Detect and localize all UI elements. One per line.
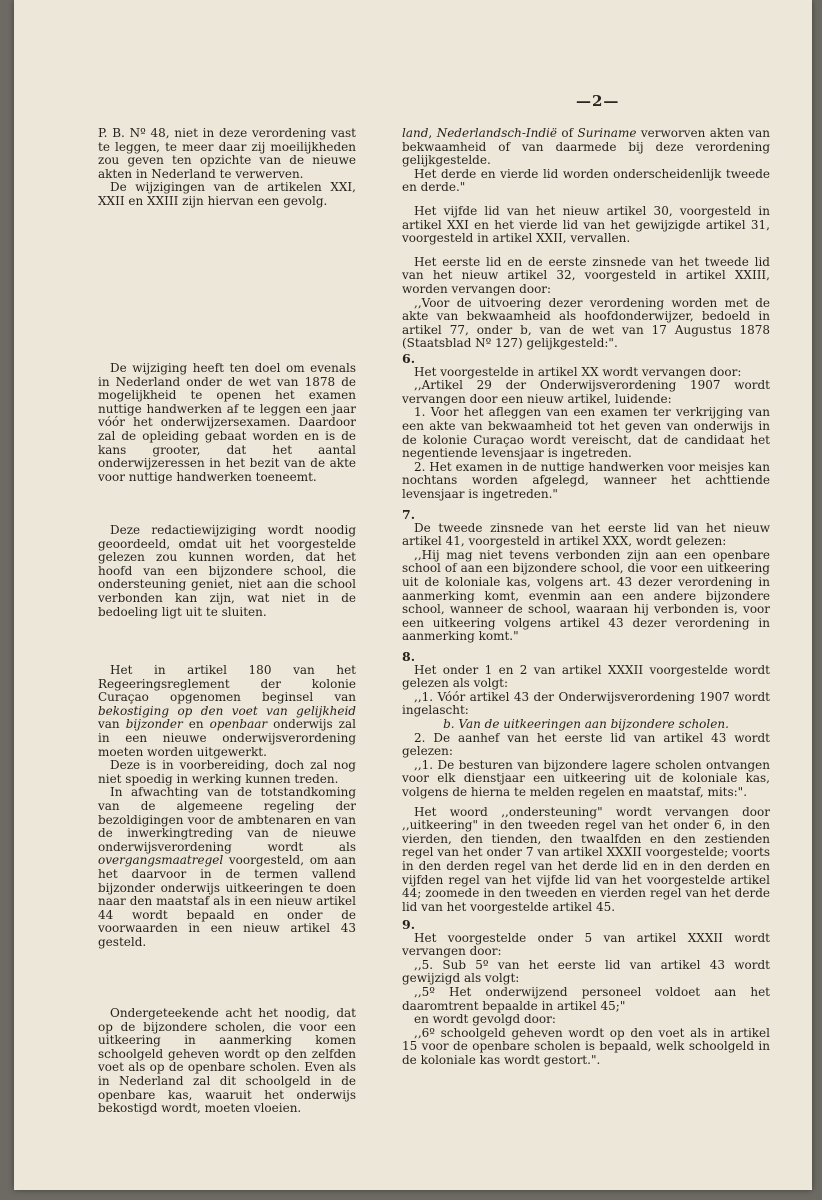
document-page [14, 0, 812, 1190]
eerste-lid-text: Het eerste lid en de eerste zinsnede van het tweede lid van het nieuw artikel 32, voorgesteld in artikel XXIII, worden vervangen door: [402, 254, 770, 296]
amendment-9 [402, 918, 770, 1068]
amendment-6-p2: ,,Artikel 29 der Onderwijsverordening 1907 wordt vervangen door een nieuw artikel, luidende: [402, 378, 770, 406]
amendment-8-p4: 2. De aanhef van het eerste lid van artikel 43 wordt gelezen: [402, 730, 770, 759]
note-wijziging-text: De wijziging heeft ten doel om evenals in Nederland onder de wet van 1878 de mogelijkheid te openen het examen nuttige handwerken af te leggen een jaar vóór het onderwijzersexamen. Daardoor zal de opleiding gebaat worden en is de kans grooter, dat het aantal onderwijzeressen in het bezit van de akte voor nuttige handwerken toeneemt. [98, 361, 356, 484]
amendment-8-p2: ,,1. Vóór artikel 43 der Onderwijsverordening 1907 wordt ingelascht: [402, 689, 770, 718]
note-redactie [98, 524, 356, 619]
amendment-9-p3: ,,5º Het onderwijzend personeel voldoet aan het daaromtrent bepaalde in artikel 45;" [402, 984, 770, 1013]
amendment-7-number: 7. [402, 507, 416, 522]
note-artikel-180 [98, 664, 356, 949]
amendment-8-number: 8. [402, 649, 416, 664]
amendment-8-p6: Het woord ,,ondersteuning" wordt vervangen door ,,uitkeering" in den tweeden regel van het onder 6, in den vierden, den tienden, den twaalfden en den zestienden regel van het onder 7 van artikel XXXII voorgestelde; voorts in den derden regel van het derde lid en in den derden en vijfden regel van het vijfde lid van het voorgestelde artikel 44; zoomede in den tweeden en vierden regel van het derde lid van het voorgestelde artikel 45. [402, 804, 770, 914]
amendment-6-number: 6. [402, 351, 416, 366]
amendment-6 [402, 352, 770, 502]
amendment-6-p4: 2. Het examen in de nuttige handwerken voor meisjes kan nochtans worden afgelegd, wanneer het achttiende levensjaar is ingetreden." [402, 459, 770, 501]
amendment-6-p3: 1. Voor het afleggen van een examen ter verkrijging van een akte van bekwaamheid tot het geven van onderwijs in de kolonie Curaçao wordt vereischt, dat de candidaat het negentiende levensjaar is ingetreden. [402, 405, 770, 461]
quote-uitvoering: ,,Voor de uitvoering dezer verordening worden met de akte van bekwaamheid als hoofdonderwijzer, bedoeld in artikel 77, onder b, van de wet van 17 Augustus 1878 (Staatsblad Nº 127) gelijkgesteld:". [402, 295, 770, 351]
note-artikel-180-text: Het in artikel 180 van het Regeeringsreglement der kolonie Curaçao opgenomen beginsel van bekostiging op den voet van gelijkheid van bijzonder en openbaar onderwijs zal in een nieuwe onderwijsverordening moeten worden uitgewerkt. [98, 663, 356, 759]
note-pb48-text-2: De wijzigingen van de artikelen XXI, XXII en XXIII zijn hiervan een gevolg. [98, 180, 356, 208]
amendment-8 [402, 650, 770, 914]
amendment-9-p1: Het voorgestelde onder 5 van artikel XXXII wordt vervangen door: [402, 930, 770, 959]
note-pb48 [98, 127, 356, 209]
amendment-continuation [402, 127, 770, 351]
note-artikel-180-text-2: Deze is in voorbereiding, doch zal nog niet spoedig in werking kunnen treden. [98, 758, 356, 786]
amendment-7-p1: De tweede zinsnede van het eerste lid van het nieuw artikel 41, voorgesteld in artikel XXX, wordt gelezen: [402, 520, 770, 549]
amendment-6-p1: Het voorgestelde in artikel XX wordt vervangen door: [414, 364, 742, 379]
note-wijziging [98, 362, 356, 484]
amendment-8-p5: ,,1. De besturen van bijzondere lagere scholen ontvangen voor elk dienstjaar een uitkeering uit de koloniale kas, volgens de hierna te melden regelen en maatstaf, mits:". [402, 757, 770, 799]
continuation-text: land, Nederlandsch-Indië of Suriname verworven akten van bekwaamheid of van daarmede bij deze verordening gelijkgestelde. [402, 126, 770, 168]
continuation-text-2: Het derde en vierde lid worden onderscheidenlijk tweede en derde." [402, 166, 770, 195]
note-redactie-text: Deze redactiewijziging wordt noodig geoordeeld, omdat uit het voorgestelde gelezen zou kunnen worden, dat het hoofd van een bijzondere school, die ondersteuning geniet, niet aan die school verbonden kan zijn, wat niet in de bedoeling ligt uit te sluiten. [98, 523, 356, 619]
vijfde-lid-text: Het vijfde lid van het nieuw artikel 30, voorgesteld in artikel XXI en het vierde lid van het gewijzigde artikel 31, voorgesteld in artikel XXII, vervallen. [402, 203, 770, 246]
amendment-8-heading: b. Van de uitkeeringen aan bijzondere scholen. [443, 716, 729, 731]
amendment-7-p2: ,,Hij mag niet tevens verbonden zijn aan een openbare school of aan een bijzondere school, die voor een uitkeering uit de koloniale kas, volgens art. 43 dezer verordening in aanmerking komt, evenmin aan een andere bijzondere school, wanneer de school, waaraan hij verbonden is, voor een uitkeering volgens artikel 43 dezer verordening in aanmerking komt." [402, 547, 770, 644]
note-ondergeteekende-text: Ondergeteekende acht het noodig, dat op de bijzondere scholen, die voor een uitkeering in aanmerking komen schoolgeld geheven wordt op den zelfden voet als op de openbare scholen. Even als in Nederland zal dit schoolgeld in de openbare kas, waaruit het onderwijs bekostigd wordt, moeten vloeien. [98, 1006, 356, 1116]
amendment-7 [402, 508, 770, 644]
note-artikel-180-text-3: In afwachting van de totstandkoming van de algemeene regeling der bezoldigingen voor de ambtenaren en van de inwerkingtreding van de nieuwe onderwijsverordening wordt als overgangsmaatregel voorgesteld, om aan het daarvoor in de termen vallend bijzonder onderwijs uitkeeringen te doen naar den maatstaf als in een nieuw artikel 44 wordt bepaald en onder de voorwaarden in een nieuw artikel 43 gesteld. [98, 785, 356, 949]
amendment-9-number: 9. [402, 917, 416, 932]
amendment-9-p2: ,,5. Sub 5º van het eerste lid van artikel 43 wordt gewijzigd als volgt: [402, 957, 770, 986]
amendment-9-p4: en wordt gevolgd door: [414, 1012, 556, 1027]
amendment-8-p1: Het onder 1 en 2 van artikel XXXII voorgestelde wordt gelezen als volgt: [402, 662, 770, 691]
page-number: —2— [576, 92, 620, 110]
note-pb48-text: P. B. Nº 48, niet in deze verordening vast te leggen, te meer daar zij moeilijkheden zou geven ten opzichte van de nieuwe akten in Nederland te verwerven. [98, 126, 356, 181]
note-ondergeteekende [98, 1007, 356, 1116]
amendment-9-p5: ,,6º schoolgeld geheven wordt op den voet als in artikel 15 voor de openbare scholen is bepaald, welk schoolgeld in de koloniale kas wordt gestort.". [402, 1025, 770, 1067]
